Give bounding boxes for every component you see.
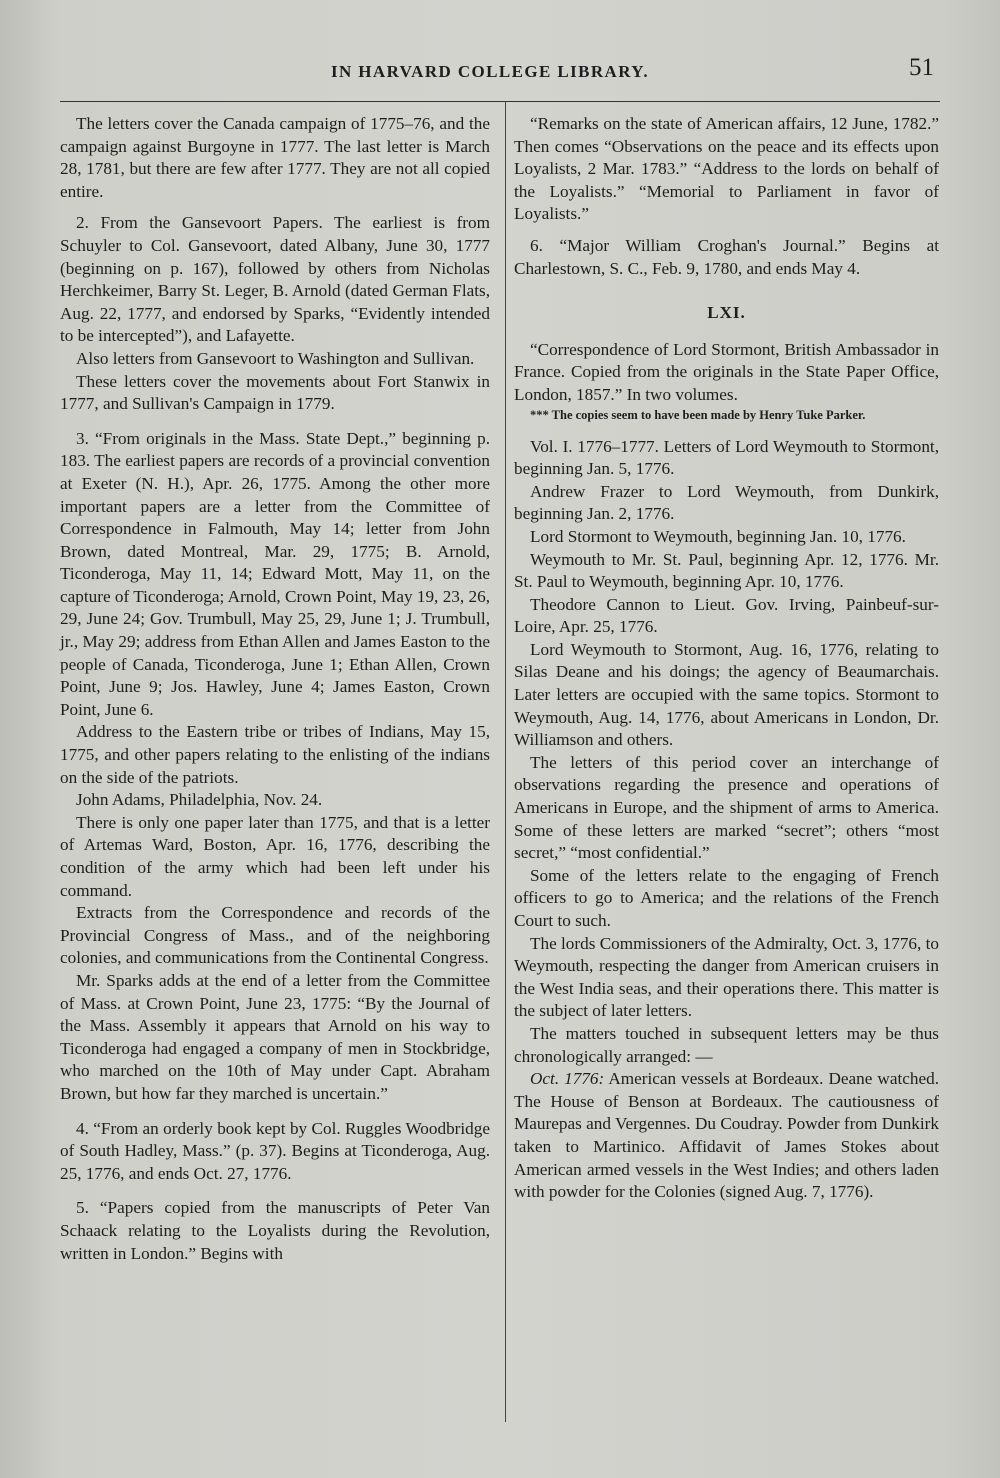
paragraph: The letters of this period cover an interchange of observations regarding the presence and operations of Americans in Europe, and the shipment of arms to America. Some of these letters are marked “secret”; others “most secret,” “most confidential.” [514,752,939,863]
page-header [0,54,1000,90]
column-divider [505,102,506,1422]
paragraph: 3. “From originals in the Mass. State Dept.,” beginning p. 183. The earliest papers are records of a provincial convention at Exeter (N. H.), Apr. 26, 1775. Among the other more important papers are a letter from the Committee of Correspondence in Falmouth, May 14; letter from John Brown, dated Montreal, Mar. 29, 1775; B. Arnold, Ticonderoga, May 11, 14; Edward Mott, May 11, on the capture of Ticonderoga; Arnold, Crown Point, May 19, 23, 26, 29, June 24; Gov. Trumbull, May 25, 29, June 1; J. Trumbull, jr., May 29; address from Ethan Allen and James Easton to the people of Canada, Ticonderoga, June 1; Ethan Allen, Crown Point, June 9; Jos. Hawley, June 4; James Easton, Crown Point, June 6. [60,428,490,719]
paragraph: Theodore Cannon to Lieut. Gov. Irving, Painbeuf-sur-Loire, Apr. 25, 1776. [514,594,939,637]
paragraph: “Remarks on the state of American affairs, 12 June, 1782.” Then comes “Observations on the peace and its effects upon Loyalists, 2 Mar. 1783.” “Address to the lords on behalf of the Loyalists.” “Memorial to Parliament in favor of Loyalists.” [514,114,939,224]
paragraph: These letters cover the movements about Fort Stanwix in 1777, and Sullivan's Campaign in 1779. [60,371,490,414]
paragraph: 4. “From an orderly book kept by Col. Ruggles Woodbridge of South Hadley, Mass.” (p. 37). Begins at Ticonderoga, Aug. 25, 1776, and ends Oct. 27, 1776. [60,1118,490,1183]
paragraph: John Adams, Philadelphia, Nov. 24. [76,790,323,810]
paragraph: Mr. Sparks adds at the end of a letter from the Committee of Mass. at Crown Point, June 23, 1775: “By the Journal of the Mass. Assembly it appears that Arnold on his way to Ticonderoga had engaged a company of men in Stockbridge, who marched on the 10th of May under Capt. Abraham Brown, but how far they marched is uncertain.” [60,970,490,1103]
paragraph: The letters cover the Canada campaign of 1775–76, and the campaign against Burgoyne in 1777. The last letter is March 28, 1781, but there are few after 1777. They are not all copied entire. [60,114,490,201]
paragraph: Extracts from the Correspondence and records of the Provincial Congress of Mass., and of the neighboring colonies, and communications from the Continental Congress. [60,903,490,968]
paragraph: The matters touched in subsequent letters may be thus chronologically arranged: — [514,1023,939,1066]
chronology-text: American vessels at Bordeaux. Deane watched. The House of Benson at Bordeaux. The cautiousness of Maurepas and Vergennes. Du Coudray. Powder from Dunkirk taken to Martinico. Affidavit of James Stokes about American armed vessels in the West Indies; and others laden with powder for the Colonies (signed Aug. 7, 1776). [514,1069,939,1202]
paragraph: Lord Stormont to Weymouth, beginning Jan. 10, 1776. [530,526,906,546]
section-heading: LXI. [707,303,746,323]
paragraph: 2. From the Gansevoort Papers. The earliest is from Schuyler to Col. Gansevoort, dated Albany, June 30, 1777 (beginning on p. 167), followed by others from Nicholas Herchkeimer, Barry St. Leger, B. Arnold (dated German Flats, Aug. 22, 1777, and endorsed by Sparks, “Evidently intended to be intercepted”), and Lafayette. [60,213,490,346]
header-rule [60,101,940,102]
paragraph: Some of the letters relate to the engaging of French officers to go to America; and the relations of the French Court to such. [514,865,939,930]
paragraph: Vol. I. 1776–1777. Letters of Lord Weymouth to Stormont, beginning Jan. 5, 1776. [514,436,939,479]
left-column [60,113,490,1265]
page-number: 51 [909,54,934,81]
date-label: Oct. 1776: [530,1069,605,1089]
running-head: IN HARVARD COLLEGE LIBRARY. [330,62,650,81]
paragraph: The lords Commissioners of the Admiralty, Oct. 3, 1776, to Weymouth, respecting the danger from American cruisers in the West India seas, and their operations there. This matter is the subject of later letters. [514,933,939,1021]
paragraph: Weymouth to Mr. St. Paul, beginning Apr. 12, 1776. Mr. St. Paul to Weymouth, beginning Apr. 10, 1776. [514,549,939,592]
section-intro: “Correspondence of Lord Stormont, British Ambassador in France. Copied from the originals in the State Paper Office, London, 1857.” In two volumes. [514,339,939,404]
paragraph: Andrew Frazer to Lord Weymouth, from Dunkirk, beginning Jan. 2, 1776. [514,481,939,524]
paragraph-chronology [514,1068,939,1204]
right-column [514,113,939,1204]
paragraph: There is only one paper later than 1775, and that is a letter of Artemas Ward, Boston, Apr. 16, 1776, describing the condition of the army which had been left under his command. [60,812,490,900]
paragraph: Address to the Eastern tribe or tribes of Indians, May 15, 1775, and other papers relating to the enlisting of the indians on the side of the patriots. [60,722,490,787]
paragraph: 5. “Papers copied from the manuscripts of Peter Van Schaack relating to the Loyalists during the Revolution, written in London.” Begins with [60,1198,490,1263]
paragraph: Lord Weymouth to Stormont, Aug. 16, 1776, relating to Silas Deane and his doings; the agency of Beaumarchais. Later letters are occupied with the same topics. Stormont to Weymouth, Aug. 14, 1776, about Americans in London, Dr. Williamson and others. [514,639,939,750]
paragraph: Also letters from Gansevoort to Washington and Sullivan. [76,348,475,368]
paragraph: 6. “Major William Croghan's Journal.” Begins at Charlestown, S. C., Feb. 9, 1780, and ends May 4. [514,235,939,278]
footnote: *** The copies seem to have been made by Henry Tuke Parker. [530,407,866,422]
